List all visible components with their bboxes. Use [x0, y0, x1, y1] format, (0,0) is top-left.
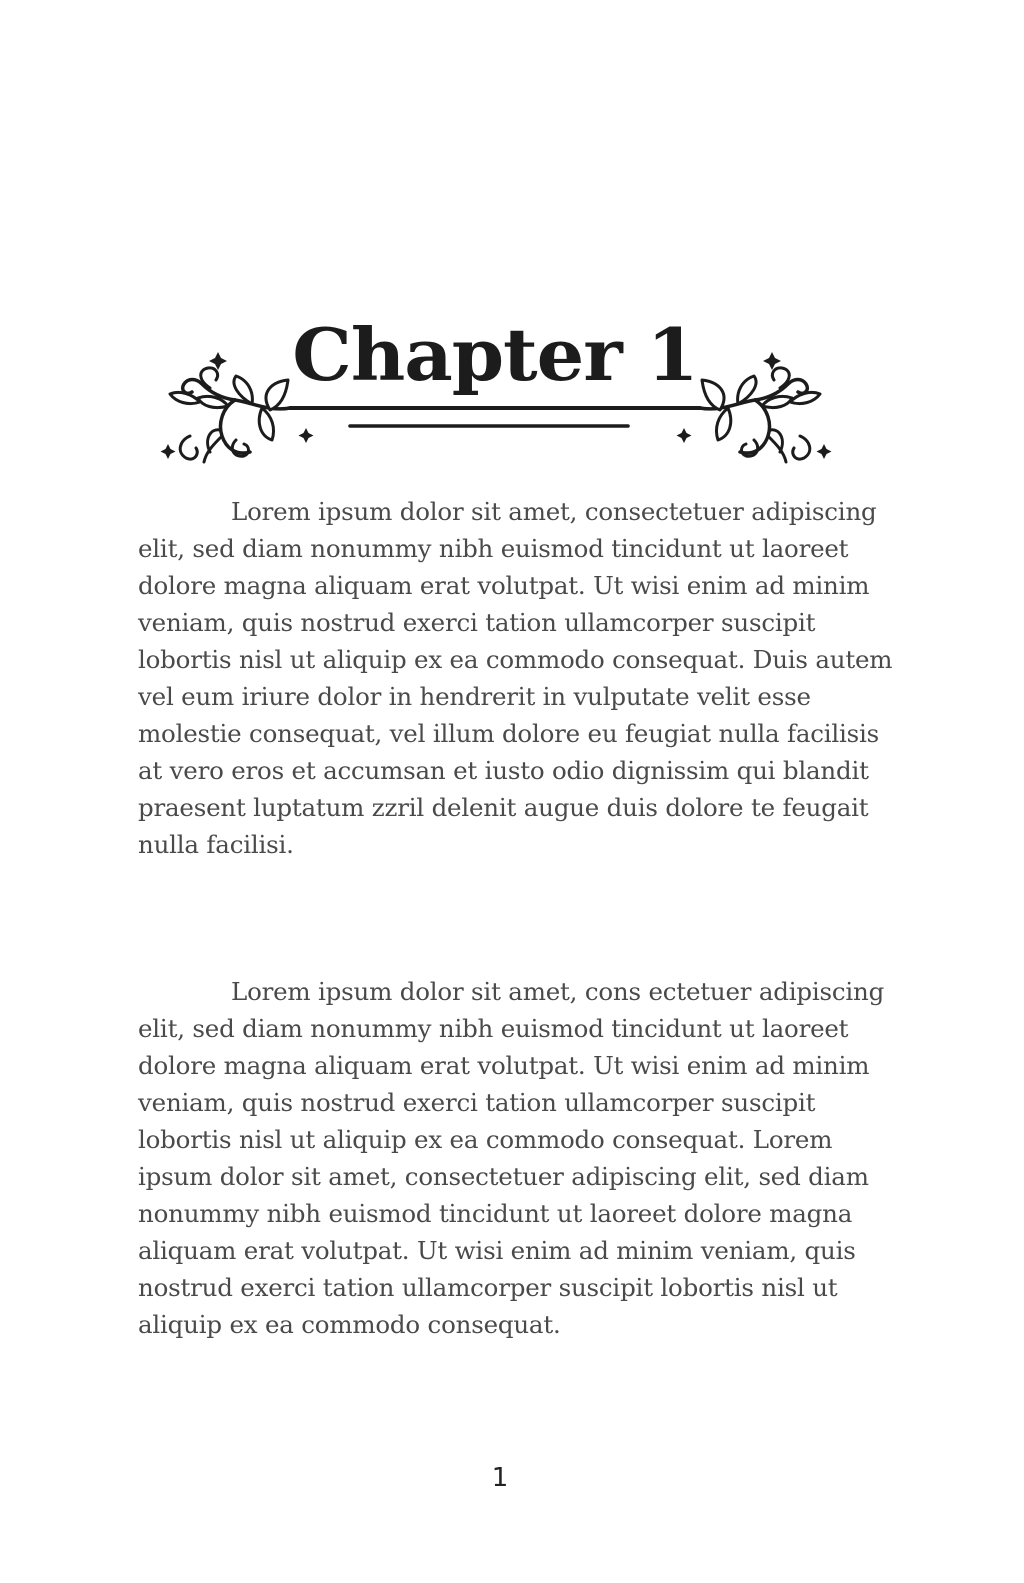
chapter-title: Chapter 1	[292, 312, 698, 397]
body-paragraph: Lorem ipsum dolor sit amet, cons ectetuer adipiscing elit, sed diam nonummy nibh euismod tincidunt ut laoreet dolore magna aliquam erat volutpat. Ut wisi enim ad minim veniam, quis nostrud exerci tation ullamcorper suscipit lobortis nisl ut aliquip ex ea commodo consequat. Lorem ipsum dolor sit amet, consectetuer adipiscing elit, sed diam nonummy nibh euismod tincidunt ut laoreet dolore magna aliquam erat volutpat. Ut wisi enim ad minim veniam, quis nostrud exerci tation ullamcorper suscipit lobortis nisl ut aliquip ex ea commodo consequat.	[138, 977, 885, 1339]
page-number: 1	[491, 1463, 509, 1493]
body-paragraph: Lorem ipsum dolor sit amet, consectetuer adipiscing elit, sed diam nonummy nibh euismod tincidunt ut laoreet dolore magna aliquam erat volutpat. Ut wisi enim ad minim veniam, quis nostrud exerci tation ullamcorper suscipit lobortis nisl ut aliquip ex ea commodo consequat. Duis autem vel eum iriure dolor in hendrerit in vulputate velit esse molestie consequat, vel illum dolore eu feugiat nulla facilisis at vero eros et accumsan et iusto odio dignissim qui blandit praesent luptatum zzril delenit augue duis dolore te feugait nulla facilisi.	[138, 497, 893, 859]
chapter-heading	[140, 300, 850, 480]
